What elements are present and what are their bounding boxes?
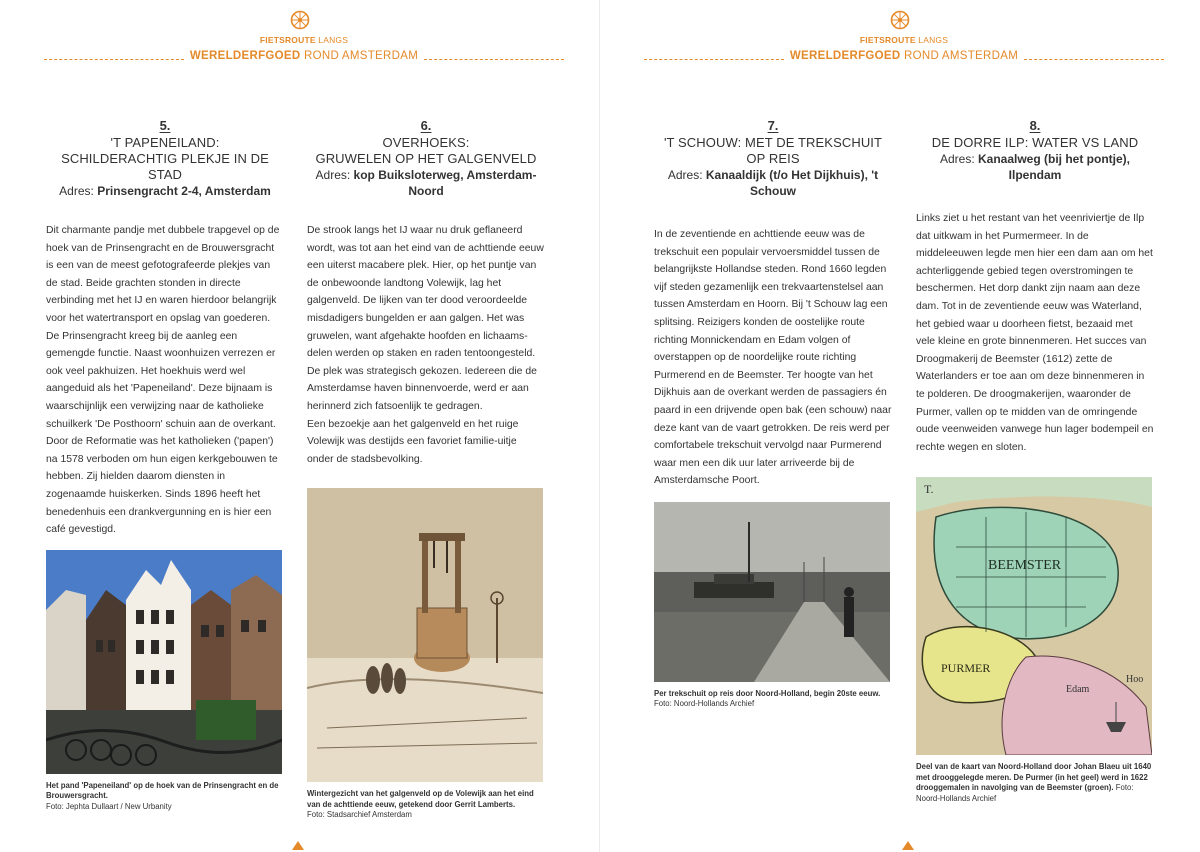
stop-address: Adres: Kanaalweg (bij het pontje), Ilpendam [939,152,1131,182]
stop-body: Links ziet u het restant van het veenriviertje de Ilp dat uitkwam in het Purmermeer. In de middeleeuwen legde men hier een dam aan om het achterliggende gebied tegen overstromingen te beschermen. Het dorp dankt zijn naam aan deze dam. Tot in de zeventiende eeuw was Waterland, het gebied waar u doorheen fietst, bezaaid met vele kleine en grote binnenmeren. Het succes van Droogmakerij de Beemster (1612) zette de Waterlanders er toe aan om deze binnenmeren in te polderen. De droogmakerijen, waaronder de Purmer, vallen op te midden van de omringende oude veenweiden vanwege hun lager bodempeil en rechte wegen en sloten. [916,213,1154,453]
header-title: WERELDERFGOED ROND AMSTERDAM [789,50,1019,62]
stop-body: In de zeventiende en achttiende eeuw was de trekschuit een populair vervoersmiddel tussen de belangrijkste Hollandse steden. Rond 1660 legden vijf steden gezamenlijk een trekvaartenstelsel aan tussen Amsterdam en Hoorn. Bij 't Schouw lag een splitsing. Reizigers konden de oostelijke route richting Monnickendam en Edam volgen of overstappen op de noordelijke route richting Purmerend en de Beemster. Ter hoogte van het Dijkhuis aan de overkant werden de passagiers én paard in een drijvende open bak (een schouw) naar deze kant van de vaart getrokken. De reis werd per comfortabele trekschuit vervolgd naar Purmerend waar men een dik uur later arriveerde bij de Amsterdamsche Poort. [654,229,892,487]
stop-body: De strook langs het IJ waar nu druk geflaneerd wordt, was tot aan het eind van de achttiende eeuw een uiterst macabere plek. Hier, op het puntje van de onbewoonde landtong Volewijk, lag het galgenveld. De lijken van ter dood veroordeelde misdadigers bungelden er aan galgen. Het was gruwelen, want afgehakte hoofden en lichaams-delen werden op staken en raden tentoongesteld. De plek was strategisch gekozen. Iedereen die de Amsterdamse haven binnenvoerde, werd er aan herinnerd zich fatsoenlijk te gedragen. Een bezoekje aan het galgenveld en het ruige Volewijk was destijds een favoriet familie-uitje onder de stadsbevolking. [307,225,544,465]
stop-number: 6. [420,118,432,133]
stop-title: OVERHOEKS: GRUWELEN OP HET GALGENVELD [315,135,537,166]
wheel-logo-icon [890,10,910,30]
header-kicker: FIETSROUTE LANGS [259,35,349,45]
map-label-beemster: BEEMSTER [988,558,1062,574]
stop-title: 'T PAPENEILAND: SCHILDERACHTIG PLEKJE IN DE STAD [61,135,269,182]
photo-caption: Deel van de kaart van Noord-Holland door Johan Blaeu uit 1640 met drooggelegde meren. De Purmer (in het geel) werd in 1622 drooggemalen in navolging van de Beemster (groen). Foto: Noord-Hollands Archief [916,762,1152,803]
historic-map [916,477,1152,755]
gallows-drawing [307,488,543,782]
wheel-logo-icon [290,10,310,30]
stop-address: Adres: Prinsengracht 2-4, Amsterdam [59,184,271,198]
stop-5 [46,118,284,812]
photo-caption: Per trekschuit op reis door Noord-Holland, begin 20ste eeuw. Foto: Noord-Hollands Archief [654,688,881,709]
stop-address: Adres: Kanaaldijk (t/o Het Dijkhuis), 't Schouw [667,168,879,198]
canal-houses-photo [46,550,282,774]
stop-title: DE DORRE ILP: WATER VS LAND [931,135,1139,150]
right-page [600,0,1200,852]
header-title: WERELDERFGOED ROND AMSTERDAM [189,50,419,62]
stop-8 [916,118,1154,804]
photo-caption: Wintergezicht van het galgenveld op de Volewijk aan het eind van de achttiende eeuw, getekend door Gerrit Lamberts. Foto: Stadsarchief Amsterdam [307,789,534,820]
header-rule-right [424,59,564,60]
stop-address: Adres: kop Buiksloterweg, Amsterdam-Noord [315,168,537,198]
map-label-edam: Edam [1066,684,1090,696]
photo-caption: Het pand 'Papeneiland' op de hoek van de Prinsengracht en de Brouwersgracht. Foto: Jephta Dullaart / New Urbanity [46,780,279,811]
page-marker-icon [292,841,304,850]
stop-body: Dit charmante pandje met dubbele trapgevel op de hoek van de Prinsengracht en de Brouwersgracht is een van de meest gefotografeerde plekjes van de stad. Beide grachten stonden in directe verbinding met het IJ en waren hierdoor belangrijk voor het watertransport en opslag van goederen. De Prinsengracht kreeg bij de aanleg een gemengde functie. Naast woonhuizen verrezen er ook veel pakhuizen. Het hoekhuis werd wel aangeduid als het 'Papeneiland'. Deze bijnaam is waarschijnlijk een verwijzing naar de katholieke schuilkerk 'De Posthoorn' schuin aan de overkant. Door de Reformatie was het katholieken ('papen') na 1578 verboden om hun eigen kerkgebouwen te hebben. Zij hielden daarom diensten in zogenaamde huiskerken. Sinds 1896 heeft het benedenhuis een drankvergunning en is hier een café gevestigd. [46,225,280,536]
map-label-purmer: PURMER [941,661,991,676]
map-label-hoo: Hoo [1126,674,1144,686]
page-marker-icon [902,841,914,850]
stop-7 [654,118,892,710]
towboat-photo [654,502,890,682]
stop-6 [307,118,545,821]
header-rule-right [1024,59,1164,60]
stop-title: 'T SCHOUW: MET DE TREKSCHUIT OP REIS [663,135,883,166]
stop-number: 5. [159,118,171,133]
header-right [644,10,1164,70]
header-kicker: FIETSROUTE LANGS [859,35,949,45]
header-left [44,10,564,70]
map-label-t: T. [924,482,934,497]
stop-number: 8. [1029,118,1041,133]
stop-number: 7. [767,118,779,133]
